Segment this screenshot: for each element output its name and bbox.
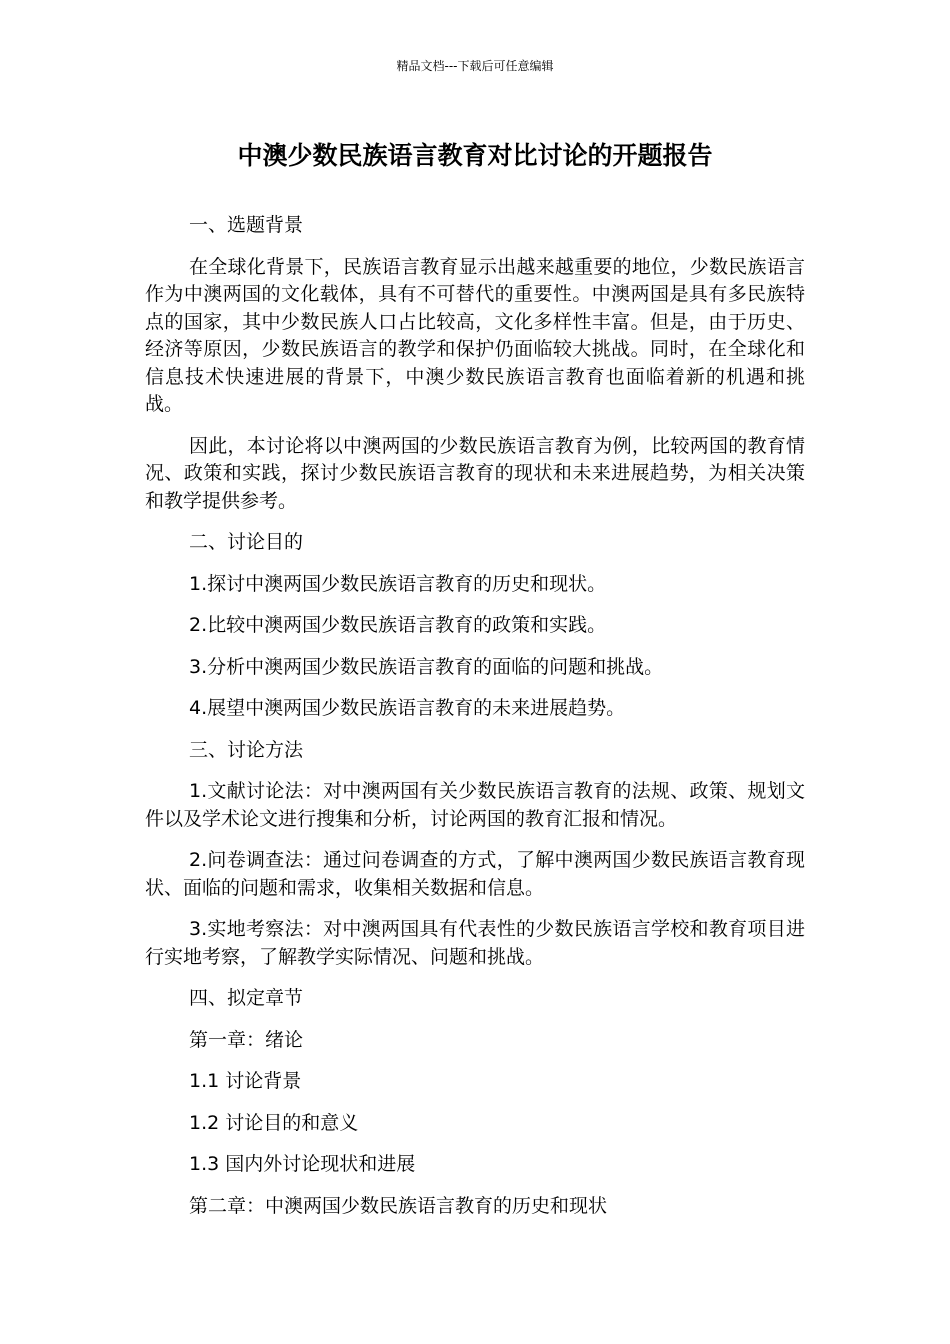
chapter-1-section-1: 1.1 讨论背景: [189, 1070, 302, 1092]
section-heading-background: 一、选题背景: [189, 214, 304, 236]
method-item-1: 1.文献讨论法：对中澳两国有关少数民族语言教育的法规、政策、规划文件以及学术论文进行搜集和分析，讨论两国的教育汇报和情况。: [145, 780, 805, 830]
paragraph-background-1: 在全球化背景下，民族语言教育显示出越来越重要的地位，少数民族语言作为中澳两国的文化载体，具有不可替代的重要性。中澳两国是具有多民族特点的国家，其中少数民族人口占比较高，文化多样性丰富。但是，由于历史、经济等原因，少数民族语言的教学和保护仍面临较大挑战。同时，在全球化和信息技术快速进展的背景下，中澳少数民族语言教育也面临着新的机遇和挑战。: [145, 255, 805, 415]
section-heading-purpose: 二、讨论目的: [189, 531, 304, 553]
method-item-3: 3.实地考察法：对中澳两国具有代表性的少数民族语言学校和教育项目进行实地考察，了解教学实际情况、问题和挑战。: [145, 918, 805, 968]
paragraph-background-2: 因此，本讨论将以中澳两国的少数民族语言教育为例，比较两国的教育情况、政策和实践，探讨少数民族语言教育的现状和未来进展趋势，为相关决策和教学提供参考。: [145, 434, 805, 512]
section-heading-chapters: 四、拟定章节: [189, 987, 304, 1009]
method-item-2: 2.问卷调查法：通过问卷调查的方式，了解中澳两国少数民族语言教育现状、面临的问题和需求，收集相关数据和信息。: [145, 849, 805, 899]
page-header-note: 精品文档---下载后可任意编辑: [396, 59, 554, 73]
purpose-item-1: 1.探讨中澳两国少数民族语言教育的历史和现状。: [189, 572, 607, 595]
purpose-item-3: 3.分析中澳两国少数民族语言教育的面临的问题和挑战。: [189, 655, 664, 678]
document-title: 中澳少数民族语言教育对比讨论的开题报告: [237, 141, 713, 170]
document-body: [145, 212, 805, 1220]
purpose-item-2: 2.比较中澳两国少数民族语言教育的政策和实践。: [189, 614, 607, 636]
chapter-2-heading: 第二章：中澳两国少数民族语言教育的历史和现状: [189, 1194, 608, 1217]
chapter-1-section-2: 1.2 讨论目的和意义: [189, 1111, 359, 1134]
purpose-item-4: 4.展望中澳两国少数民族语言教育的未来进展趋势。: [189, 697, 626, 719]
section-heading-methods: 三、讨论方法: [189, 738, 304, 761]
chapter-1-heading: 第一章：绪论: [189, 1028, 304, 1051]
chapter-1-section-3: 1.3 国内外讨论现状和进展: [189, 1153, 416, 1175]
